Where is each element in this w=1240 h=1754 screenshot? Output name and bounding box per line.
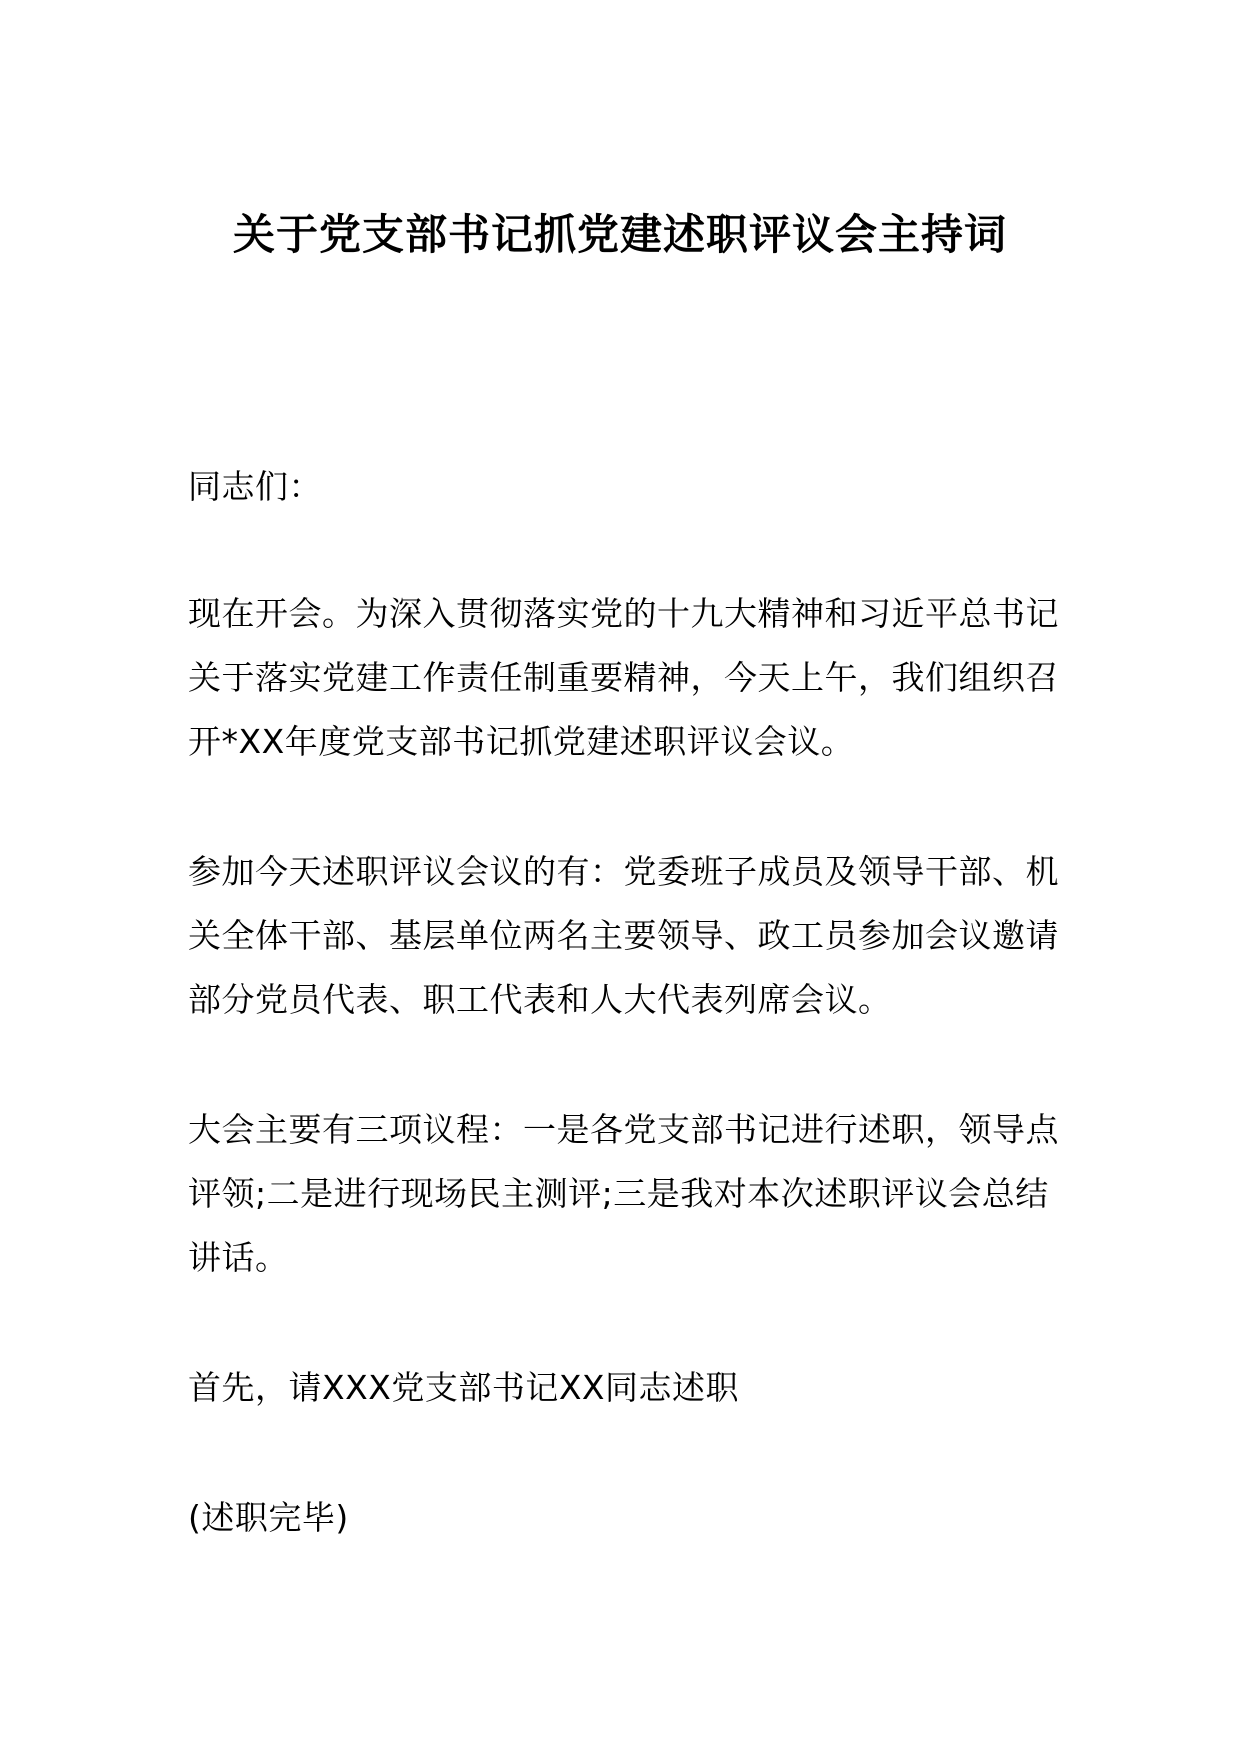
opening-paragraph: 现在开会。为深入贯彻落实党的十九大精神和习近平总书记关于落实党建工作责任制重要精神，今天上午，我们组织召开*XX年度党支部书记抓党建述职评议会议。 [188, 594, 1059, 761]
document-title: 关于党支部书记抓党建述职评议会主持词 [232, 210, 1007, 259]
attendees-paragraph: 参加今天述职评议会议的有：党委班子成员及领导干部、机关全体干部、基层单位两名主要领导、政工员参加会议邀请部分党员代表、职工代表和人大代表列席会议。 [188, 852, 1059, 1019]
agenda-paragraph: 大会主要有三项议程：一是各党支部书记进行述职，领导点评领;二是进行现场民主测评;三是我对本次述职评议会总结讲话。 [188, 1110, 1059, 1277]
first-speaker-paragraph: 首先，请XXX党支部书记XX同志述职 [188, 1368, 740, 1407]
report-complete-note: (述职完毕) [188, 1498, 349, 1537]
salutation-paragraph: 同志们： [188, 467, 322, 506]
